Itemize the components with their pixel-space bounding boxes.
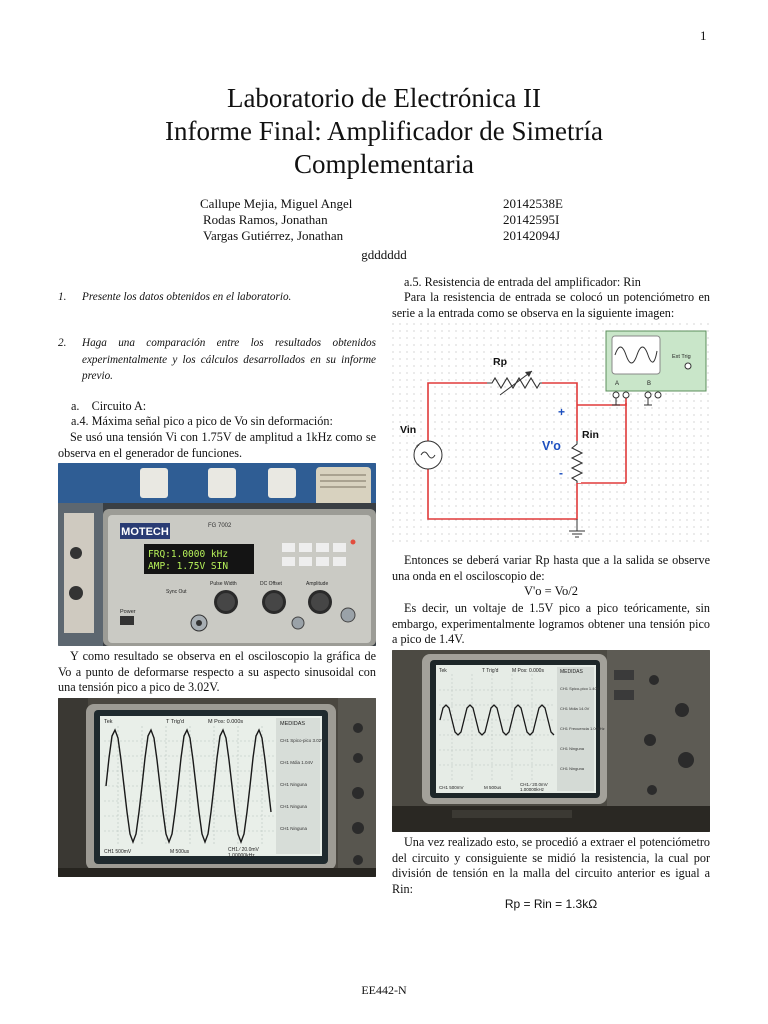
a5-heading: a.5. Resistencia de entrada del amplificador: Rin xyxy=(404,275,641,289)
scope-measure: CH1 Ninguna xyxy=(560,746,585,751)
scope-measure: CH1 Ninguna xyxy=(280,782,308,787)
author-name: Rodas Ramos, Jonathan xyxy=(203,212,328,227)
scope-label: CH1 500mV xyxy=(439,785,464,790)
author-codes xyxy=(503,196,563,244)
question-number: 1. xyxy=(58,291,67,303)
scope-measure: CH1 Frecuencia 1.00kHz xyxy=(560,726,605,731)
scope-measure: CH1 Mdia 14.0V xyxy=(560,706,590,711)
scope-measure: CH1 Mdia 1.04V xyxy=(280,760,314,765)
scope-label: M 500us xyxy=(484,785,502,790)
equation-vo: V'o = Vo/2 xyxy=(524,584,578,598)
oscilloscope-illustration-1 xyxy=(58,698,376,877)
equation-rin: Rp = Rin = 1.3kΩ xyxy=(504,897,598,911)
scope-measure: CH1 Ninguna xyxy=(280,804,308,809)
a5-paragraph: Para la resistencia de entrada se colocó un potenciómetro en serie a la entrada como se observa en la siguiente imagen: xyxy=(392,290,710,320)
generator-label: DC Offset xyxy=(260,581,282,587)
generator-label: Amplitude xyxy=(306,581,329,587)
scope-paragraph: Y como resultado se observa en el osciloscopio la gráfica de Vo a punto de deformarse respecto a su aspecto sinusoidal con una tensión pico a pico de 3.02V. xyxy=(58,649,376,694)
question-text: Haga una comparación entre los resultados obtenidos experimentalmente y los cálculos desarrollados en su informe previo. xyxy=(82,337,376,382)
label-vin: Vin xyxy=(400,424,417,436)
label-channel-a: A xyxy=(615,381,620,387)
generator-model: FG 7002 xyxy=(208,523,232,529)
scope-label: MEDIDAS xyxy=(560,669,583,675)
variation-paragraph: Entonces se deberá variar Rp hasta que a la salida se observe una onda en el osciloscopio de: xyxy=(392,553,710,583)
scope-label: MEDIDAS xyxy=(280,721,306,727)
scope-measure: CH1 Ninguna xyxy=(560,766,585,771)
question-number: 2. xyxy=(58,337,67,349)
label-rin: Rin xyxy=(582,429,599,441)
scope-label: T Trig'd xyxy=(166,719,185,725)
label-vo: V'o xyxy=(542,439,561,453)
scope-label: M Pos: 0.000s xyxy=(512,668,544,674)
footer-code: EE442-N xyxy=(361,983,407,997)
scope-label: M 500us xyxy=(170,849,190,855)
scope-label: Tek xyxy=(439,668,447,674)
function-generator-illustration xyxy=(58,463,376,646)
generator-display-line-2: AMP: 1.75V SIN xyxy=(148,561,229,572)
label-plus: + xyxy=(558,405,566,419)
scope-measure: CH1 Spico-pico 3.02V xyxy=(280,738,325,743)
author-names xyxy=(200,196,352,244)
title-line-1: Laboratorio de Electrónica II xyxy=(226,83,542,113)
circuit-schematic xyxy=(392,323,710,547)
page-number: 1 xyxy=(700,28,707,43)
label-rp: Rp xyxy=(493,356,507,368)
oscilloscope-illustration-2 xyxy=(392,650,710,832)
document-title xyxy=(0,82,768,181)
scope-label: Tek xyxy=(104,719,113,725)
stray-text: gdddddd xyxy=(361,247,407,262)
function-generator-photo xyxy=(58,463,376,646)
question-2 xyxy=(58,335,376,385)
author-code: 20142595I xyxy=(503,212,560,227)
scope-label: CH1 ⁄ 20.0mV xyxy=(520,782,548,787)
generator-brand: MOTECH xyxy=(121,526,169,538)
author-code: 20142094J xyxy=(503,228,561,243)
generator-label: Sync Out xyxy=(166,589,187,595)
a4-heading: a.4. Máxima señal pico a pico de Vo sin deformación: xyxy=(71,414,333,428)
label-minus: - xyxy=(559,466,563,480)
scope-label: CH1 ⁄ 20.0mV xyxy=(228,847,259,853)
scope-label: 1.00000kHz xyxy=(228,853,255,859)
title-line-3: Complementaria xyxy=(294,149,474,179)
author-code: 20142538E xyxy=(503,196,563,211)
oscilloscope-photo-2 xyxy=(392,650,710,832)
generator-label: Pulse Width xyxy=(210,581,237,587)
label-channel-b: B xyxy=(647,381,652,387)
title-line-2: Informe Final: Amplificador de Simetría xyxy=(165,116,603,146)
label-ext-trig: Ext Trig xyxy=(672,354,691,360)
svg-text:+: + xyxy=(416,444,420,450)
generator-label: Power xyxy=(120,609,136,615)
circuit-diagram xyxy=(392,323,710,547)
scope-label: T Trig'd xyxy=(482,668,499,674)
scope-label: M Pos: 0.000s xyxy=(208,719,244,725)
result-paragraph: Es decir, un voltaje de 1.5V pico a pico teóricamente, sin embargo, experimentalmente logramos obtener una tensión pico a pico de 1.4V. xyxy=(392,601,710,646)
scope-measure: CH1 Spico-pico 1.40V xyxy=(560,686,600,691)
author-name: Callupe Mejia, Miguel Angel xyxy=(200,196,353,211)
oscilloscope-photo-1 xyxy=(58,698,376,877)
generator-display-line-1: FRQ:1.0000 kHz xyxy=(148,549,229,560)
question-1 xyxy=(58,289,376,306)
scope-label: CH1 500mV xyxy=(104,849,132,855)
scope-label: 1.00000kHz xyxy=(520,787,545,792)
scope-measure: CH1 Ninguna xyxy=(280,826,308,831)
author-name: Vargas Gutiérrez, Jonathan xyxy=(203,228,344,243)
svg-text:−: − xyxy=(416,462,420,468)
a4-paragraph: Se usó una tensión Vi con 1.75V de amplitud a 1kHz como se observa en el generador de funciones. xyxy=(58,430,376,460)
final-paragraph: Una vez realizado esto, se procedió a extraer el potenciómetro del circuito y consiguiente se midió la resistencia, la cual por división de tensión en la malla del circuito anterior es igual a Rin: xyxy=(392,835,710,896)
question-text: Presente los datos obtenidos en el laboratorio. xyxy=(82,291,292,303)
section-circuit-a: a. Circuito A: xyxy=(71,399,147,413)
